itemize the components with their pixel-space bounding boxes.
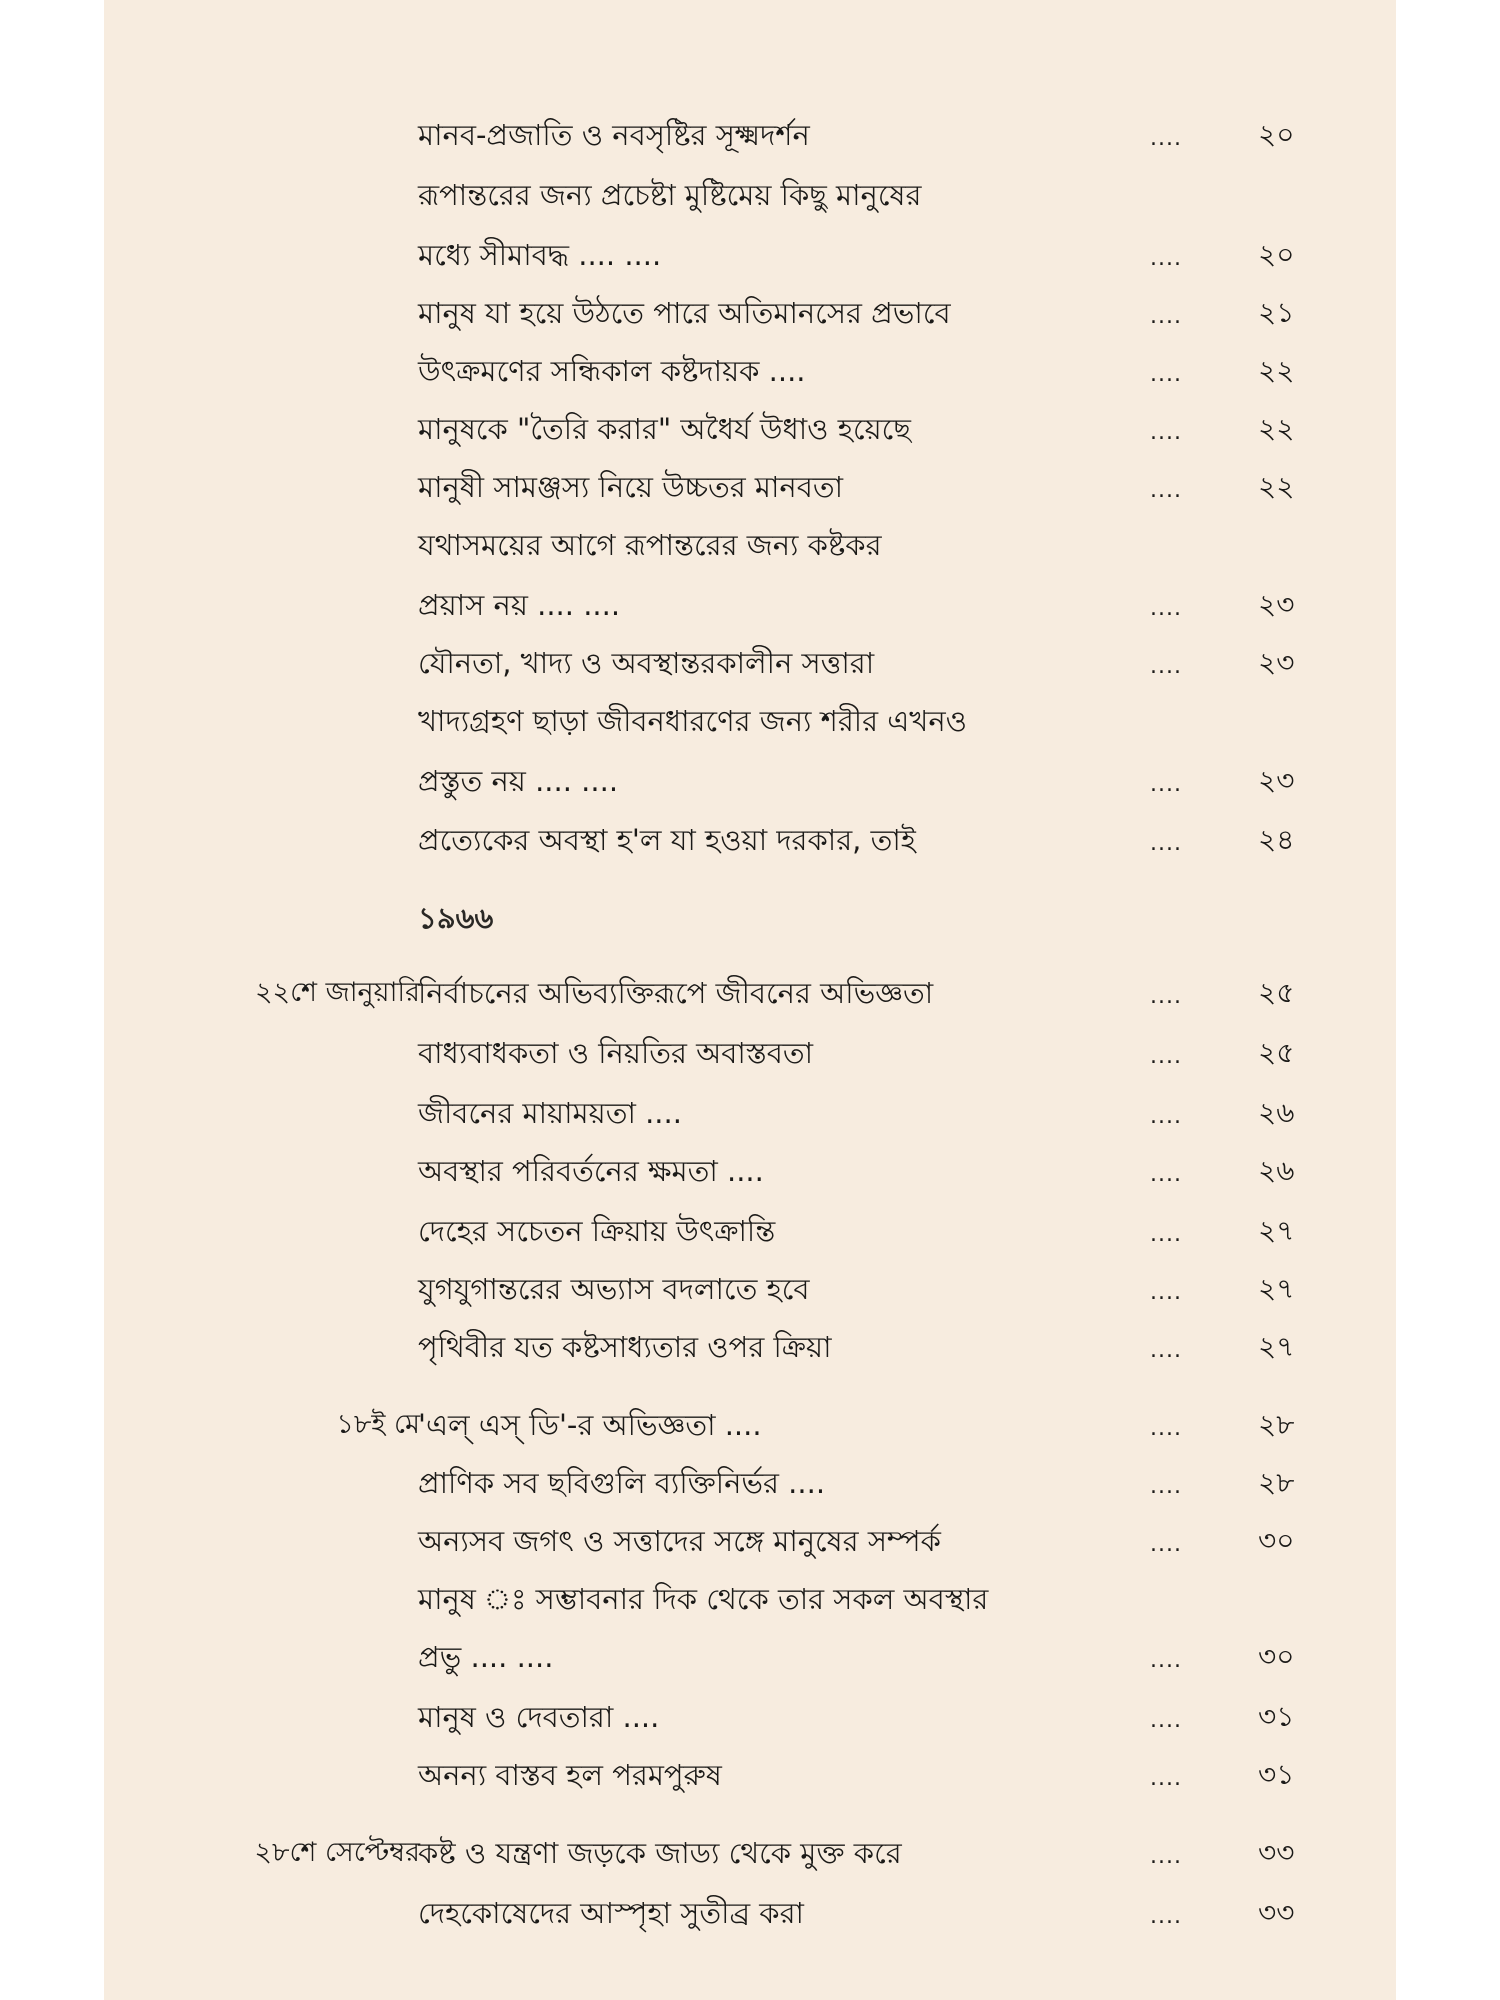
toc-leader-dots: .... <box>1150 1904 1182 1929</box>
toc-page-number: ২২ <box>1258 412 1295 445</box>
toc-entry <box>0 1083 1500 1143</box>
toc-entry <box>0 691 1500 751</box>
toc-entry <box>0 1883 1500 1943</box>
toc-entry-title: উৎক্রমণের সন্ধিকাল কষ্টদায়ক .... <box>418 354 806 388</box>
toc-entry-title: প্রত্যেকের অবস্থা হ'ল যা হওয়া দরকার, তাই <box>418 823 916 857</box>
toc-page-number: ৩৩ <box>1258 1836 1295 1869</box>
toc-entry <box>0 399 1500 459</box>
toc-entry-title: মানুষী সামঞ্জস্য নিয়ে উচ্চতর মানবতা <box>418 470 844 504</box>
toc-page-number: ২০ <box>1258 238 1295 271</box>
toc-entry-title: কষ্ট ও যন্ত্রণা জড়কে জাড্য থেকে মুক্ত করে <box>418 1836 902 1870</box>
toc-entry <box>0 1511 1500 1571</box>
toc-entry-title: অনন্য বাস্তব হল পরমপুরুষ <box>418 1758 722 1792</box>
toc-leader-dots: .... <box>1150 1532 1182 1557</box>
toc-page-number: ৩০ <box>1258 1524 1295 1557</box>
toc-entry-title: অন্যসব জগৎ ও সত্তাদের সঙ্গে মানুষের সম্পর্ক <box>418 1524 941 1558</box>
toc-entry <box>0 457 1500 517</box>
toc-entry <box>0 575 1500 635</box>
toc-entry <box>0 1201 1500 1261</box>
toc-leader-dots: .... <box>1150 831 1182 856</box>
toc-leader-dots: .... <box>1150 1416 1182 1441</box>
toc-leader-dots: .... <box>1150 772 1182 797</box>
toc-entry-title: মানুষকে "তৈরি করার" অধৈর্য উধাও হয়েছে <box>418 412 911 446</box>
toc-leader-dots: .... <box>1150 1104 1182 1129</box>
toc-page-number: ২৬ <box>1258 1096 1295 1129</box>
toc-leader-dots: .... <box>1150 362 1182 387</box>
toc-entry-title: মানুষ ঃ সম্ভাবনার দিক থেকে তার সকল অবস্থার <box>418 1582 989 1616</box>
toc-leader-dots: .... <box>1150 1280 1182 1305</box>
toc-entry <box>0 1687 1500 1747</box>
toc-entry-title: অবস্থার পরিবর্তনের ক্ষমতা .... <box>418 1154 764 1188</box>
toc-entry-title: যথাসময়ের আগে রূপান্তরের জন্য কষ্টকর <box>418 528 882 562</box>
toc-entry <box>0 751 1500 811</box>
toc-entry <box>0 1453 1500 1513</box>
toc-page-number: ২৪ <box>1258 823 1295 856</box>
toc-leader-dots: .... <box>1150 1162 1182 1187</box>
toc-entry <box>0 1823 1500 1883</box>
toc-entry-title: জীবনের মায়াময়তা .... <box>418 1096 682 1130</box>
toc-entry-title: দেহকোষেদের আস্পৃহা সুতীব্র করা <box>418 1896 804 1930</box>
toc-page-number: ২৫ <box>1258 1036 1295 1069</box>
toc-leader-dots: .... <box>1150 1338 1182 1363</box>
toc-date: ২৮শে সেপ্টেম্বর <box>254 1837 420 1868</box>
toc-entry-title: বাধ্যবাধকতা ও নিয়তির অবাস্তবতা <box>418 1036 814 1070</box>
toc-entry-title: প্রয়াস নয় .... .... <box>418 588 621 622</box>
toc-page-number: ২৬ <box>1258 1154 1295 1187</box>
toc-entry-title: 'এল্ এস্ ডি'-র অভিজ্ঞতা .... <box>418 1408 762 1442</box>
toc-leader-dots: .... <box>1150 1844 1182 1869</box>
toc-entry <box>0 963 1500 1023</box>
toc-entry-title: মানুষ ও দেবতারা .... <box>418 1700 660 1734</box>
toc-entry <box>0 341 1500 401</box>
toc-entry-title: মধ্যে সীমাবদ্ধ .... .... <box>418 238 662 272</box>
toc-entry <box>0 515 1500 575</box>
toc-entry <box>0 1141 1500 1201</box>
toc-leader-dots: .... <box>1150 126 1182 151</box>
toc-entry <box>0 225 1500 285</box>
toc-date: ২২শে জানুয়ারি <box>254 977 420 1008</box>
toc-page-number: ২৩ <box>1258 588 1295 621</box>
toc-leader-dots: .... <box>1150 1766 1182 1791</box>
toc-leader-dots: .... <box>1150 1474 1182 1499</box>
toc-entry-title: প্রস্তুত নয় .... .... <box>418 764 619 798</box>
toc-entry <box>0 633 1500 693</box>
toc-date: ১৮ই মে <box>336 1409 420 1440</box>
toc-entry-title: যুগযুগান্তরের অভ্যাস বদলাতে হবে <box>418 1272 810 1306</box>
toc-page-number: ২১ <box>1258 296 1295 329</box>
toc-page-number: ২৭ <box>1258 1272 1295 1305</box>
toc-entry-title: প্রাণিক সব ছবিগুলি ব্যক্তিনির্ভর .... <box>418 1466 826 1500</box>
toc-leader-dots: .... <box>1150 596 1182 621</box>
toc-page-number: ৩৩ <box>1258 1896 1295 1929</box>
toc-page-number: ২২ <box>1258 354 1295 387</box>
toc-entry <box>0 1627 1500 1687</box>
toc-entry <box>0 1317 1500 1377</box>
toc-leader-dots: .... <box>1150 246 1182 271</box>
toc-leader-dots: .... <box>1150 1222 1182 1247</box>
toc-page-number: ৩০ <box>1258 1640 1295 1673</box>
toc-page-number: ২৫ <box>1258 976 1295 1009</box>
toc-page-number: ২৮ <box>1258 1466 1295 1499</box>
year-heading: ১৯৬৬ <box>418 901 494 935</box>
toc-page-number: ৩১ <box>1258 1758 1295 1791</box>
toc-page-number: ২২ <box>1258 470 1295 503</box>
toc-entry-title: পৃথিবীর যত কষ্টসাধ্যতার ওপর ক্রিয়া <box>418 1330 832 1364</box>
toc-entry <box>0 1569 1500 1629</box>
toc-leader-dots: .... <box>1150 1648 1182 1673</box>
toc-page-number: ২৩ <box>1258 646 1295 679</box>
toc-page-number: ২৭ <box>1258 1330 1295 1363</box>
toc-leader-dots: .... <box>1150 1044 1182 1069</box>
toc-entry-title: যৌনতা, খাদ্য ও অবস্থান্তরকালীন সত্তারা <box>418 646 875 680</box>
toc-leader-dots: .... <box>1150 304 1182 329</box>
toc-entry-title: দেহের সচেতন ক্রিয়ায় উৎক্রান্তি <box>418 1214 776 1248</box>
toc-leader-dots: .... <box>1150 654 1182 679</box>
toc-entry-title: মানব-প্রজাতি ও নবসৃষ্টির সূক্ষ্মদর্শন <box>418 118 810 152</box>
toc-page-number: ৩১ <box>1258 1700 1295 1733</box>
toc-entry-title: খাদ্যগ্রহণ ছাড়া জীবনধারণের জন্য শরীর এখনও <box>418 704 968 738</box>
toc-page-number: ২৩ <box>1258 764 1295 797</box>
toc-entry <box>0 1023 1500 1083</box>
toc-page-number: ২৭ <box>1258 1214 1295 1247</box>
toc-entry-title: রূপান্তরের জন্য প্রচেষ্টা মুষ্টিমেয় কিছু মানুষের <box>418 178 922 212</box>
toc-entry <box>0 283 1500 343</box>
toc-leader-dots: .... <box>1150 420 1182 445</box>
toc-page-number: ২০ <box>1258 118 1295 151</box>
toc-leader-dots: .... <box>1150 1708 1182 1733</box>
toc-entry-title: নির্বাচনের অভিব্যক্তিরূপে জীবনের অভিজ্ঞতা <box>418 976 934 1010</box>
toc-entry <box>0 810 1500 870</box>
toc-entry <box>0 165 1500 225</box>
toc-entry <box>0 1395 1500 1455</box>
toc-entry <box>0 105 1500 165</box>
toc-leader-dots: .... <box>1150 984 1182 1009</box>
toc-entry <box>0 1745 1500 1805</box>
toc-entry-title: মানুষ যা হয়ে উঠতে পারে অতিমানসের প্রভাবে <box>418 296 951 330</box>
toc-entry <box>0 1259 1500 1319</box>
toc-page-number: ২৮ <box>1258 1408 1295 1441</box>
toc-leader-dots: .... <box>1150 478 1182 503</box>
toc-entry-title: প্রভু .... .... <box>418 1640 554 1674</box>
